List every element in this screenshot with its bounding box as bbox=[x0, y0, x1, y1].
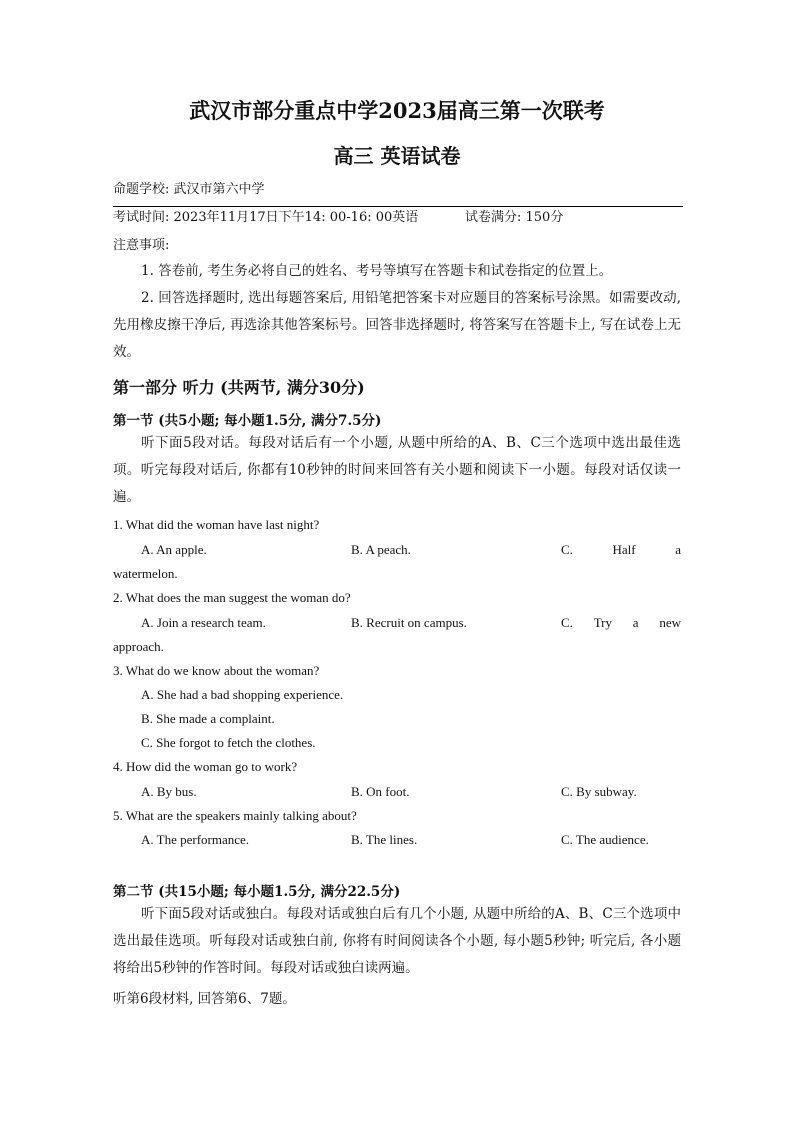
q2-option-c-word: Try bbox=[593, 615, 613, 630]
section2-heading: 第二节 (共15小题; 每小题1.5分, 满分22.5分) bbox=[113, 884, 401, 900]
question-1: 1. What did the woman have last night? bbox=[113, 517, 320, 532]
notes-item-1: 1. 答卷前, 考生务必将自己的姓名、考号等填写在答题卡和试卷指定的位置上。 bbox=[141, 263, 613, 279]
question-4: 4. How did the woman go to work? bbox=[113, 759, 298, 774]
q1-option-b: B. A peach. bbox=[351, 542, 411, 557]
q1-option-c bbox=[561, 542, 681, 558]
question-3: 3. What do we know about the woman? bbox=[113, 663, 320, 678]
q2-option-a: A. Join a research team. bbox=[141, 615, 266, 630]
q2-option-c bbox=[561, 615, 681, 631]
full-score: 试卷满分: 150分 bbox=[465, 210, 564, 225]
q1-option-c-word: Half bbox=[612, 542, 636, 557]
q2-option-c-continued: approach. bbox=[113, 639, 164, 654]
q2-option-c-word: a bbox=[632, 615, 639, 630]
question-5: 5. What are the speakers mainly talking about? bbox=[113, 808, 357, 823]
q2-option-c-word: new bbox=[659, 615, 681, 630]
question-2: 2. What does the man suggest the woman do? bbox=[113, 590, 351, 605]
q2-option-c-word: C. bbox=[561, 615, 573, 630]
q5-option-a: A. The performance. bbox=[141, 832, 250, 847]
q4-option-b: B. On foot. bbox=[351, 784, 410, 799]
q1-option-c-word: a bbox=[675, 542, 681, 557]
notes-item-2: 2. 回答选择题时, 选出每题答案后, 用铅笔把答案卡对应题目的答案标号涂黑。如需要改动, 先用橡皮擦干净后, 再选涂其他答案标号。回答非选择题时, 将答案写在答题卡上, 写在试卷上无效。 bbox=[113, 290, 681, 360]
q2-option-b: B. Recruit on campus. bbox=[351, 615, 467, 630]
section2-instructions: 听下面5段对话或独白。每段对话或独白后有几个小题, 从题中所给的A、B、C三个选项中选出最佳选项。听每段对话或独白前, 你将有时间阅读各个小题, 每小题5秒钟; 听完后, 各小题将给出5秒钟的作答时间。每段对话或独白读两遍。 bbox=[113, 906, 681, 976]
school-line: 命题学校: 武汉市第六中学 bbox=[113, 182, 265, 197]
header-divider bbox=[113, 206, 683, 207]
section1-heading: 第一节 (共5小题; 每小题1.5分, 满分7.5分) bbox=[113, 413, 382, 429]
exam-title: 武汉市部分重点中学2023届高三第一次联考 bbox=[189, 98, 605, 123]
q3-option-c: C. She forgot to fetch the clothes. bbox=[141, 735, 316, 750]
exam-subtitle: 高三 英语试卷 bbox=[333, 144, 461, 168]
q1-option-a: A. An apple. bbox=[141, 542, 207, 557]
q4-option-a: A. By bus. bbox=[141, 784, 197, 799]
q5-option-b: B. The lines. bbox=[351, 832, 418, 847]
section1-instructions: 听下面5段对话。每段对话后有一个小题, 从题中所给的A、B、C三个选项中选出最佳选项。听完每段对话后, 你都有10秒钟的时间来回答有关小题和阅读下一小题。每段对话仅读一遍。 bbox=[113, 435, 681, 505]
q1-option-c-word: C. bbox=[561, 542, 573, 557]
q3-option-b: B. She made a complaint. bbox=[141, 711, 275, 726]
q5-option-c: C. The audience. bbox=[561, 832, 649, 847]
part1-heading: 第一部分 听力 (共两节, 满分30分) bbox=[113, 378, 365, 397]
notes-heading: 注意事项: bbox=[113, 238, 170, 253]
q4-option-c: C. By subway. bbox=[561, 784, 637, 799]
exam-time: 考试时间: 2023年11月17日下午14: 00-16: 00英语 bbox=[113, 210, 419, 225]
material-6-note: 听第6段材料, 回答第6、7题。 bbox=[113, 991, 296, 1007]
q1-option-c-continued: watermelon. bbox=[113, 566, 178, 581]
q3-option-a: A. She had a bad shopping experience. bbox=[141, 687, 344, 702]
